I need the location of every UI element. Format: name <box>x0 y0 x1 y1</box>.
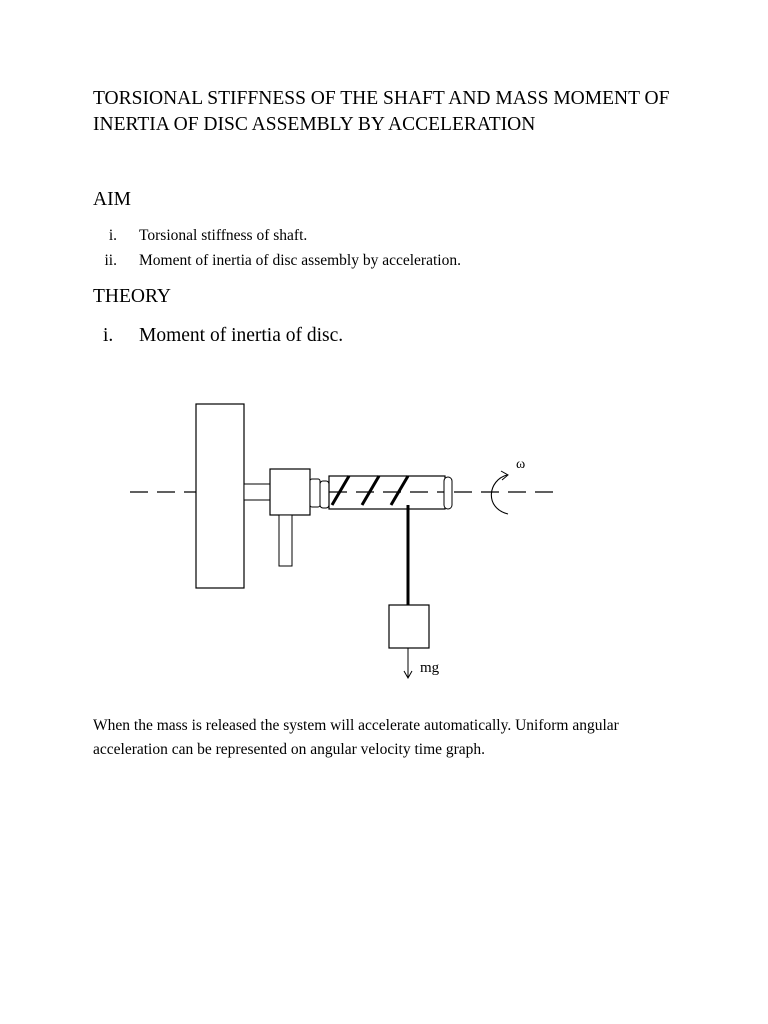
document-title: TORSIONAL STIFFNESS OF THE SHAFT AND MASS MOMENT OF INERTIA OF DISC ASSEMBLY BY ACCELERATION <box>93 88 670 135</box>
theory-item-number: i. <box>103 325 114 346</box>
aim-item-text: Torsional stiffness of shaft. <box>139 227 308 244</box>
force-label: mg <box>420 660 440 676</box>
omega-label: ω <box>516 457 526 472</box>
support-leg <box>279 515 292 566</box>
end-cap <box>444 477 452 509</box>
flange <box>320 481 329 508</box>
aim-heading: AIM <box>93 189 131 210</box>
theory-heading: THEORY <box>93 286 171 307</box>
hanging-mass <box>389 605 429 648</box>
theory-item-text: Moment of inertia of disc. <box>139 325 344 346</box>
shaft-stub <box>244 484 270 500</box>
body-paragraph: When the mass is released the system will accelerate automatically. Uniform angular acceleration can be represented on angular velocity time graph. <box>93 717 619 758</box>
hub-block <box>270 469 310 515</box>
aim-item-number: ii. <box>104 252 117 269</box>
coupling-ring <box>310 479 320 507</box>
aim-item-text: Moment of inertia of disc assembly by acceleration. <box>139 252 461 269</box>
aim-item-number: i. <box>108 227 117 244</box>
disc <box>196 404 244 588</box>
rotation-arrow <box>491 475 508 514</box>
